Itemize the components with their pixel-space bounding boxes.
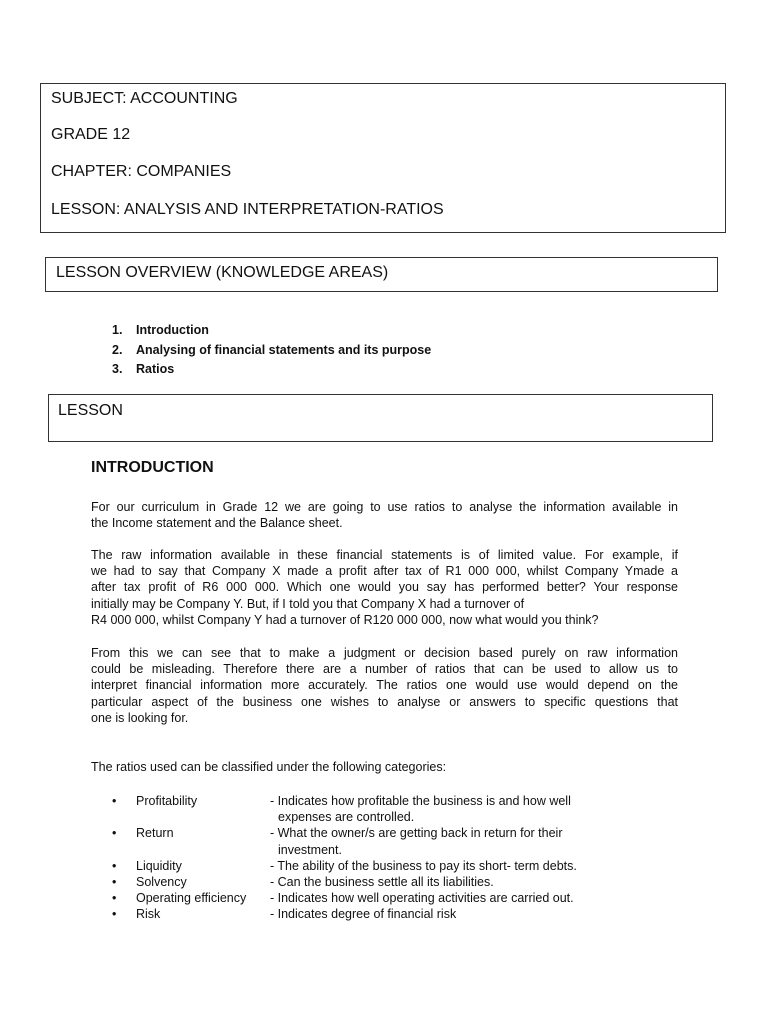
list-text: Ratios: [136, 362, 175, 376]
overview-title: LESSON OVERVIEW (KNOWLEDGE AREAS): [56, 264, 389, 281]
intro-paragraph-2: [91, 547, 678, 628]
header-box: [40, 83, 726, 233]
paragraph-line: interpret financial information more accurately. The ratios one would use would depend on the: [91, 678, 678, 693]
paragraph-line: From this we can see that to make a judgment or decision based purely on raw information: [91, 646, 678, 660]
paragraph-line: For our curriculum in Grade 12 we are going to use ratios to analyse the information available in: [91, 500, 678, 514]
category-name: Operating efficiency: [136, 891, 247, 906]
category-description: - Can the business settle all its liabilities.: [270, 875, 494, 890]
list-item: [112, 858, 672, 874]
chapter-line: CHAPTER: COMPANIES: [51, 163, 232, 180]
category-description: - What the owner/s are getting back in return for their: [270, 826, 563, 841]
paragraph-line: the Income statement and the Balance sheet.: [91, 516, 343, 531]
list-number: 3.: [112, 362, 123, 376]
bullet-icon: •: [112, 875, 117, 890]
bullet-icon: •: [112, 907, 117, 922]
category-name: Risk: [136, 907, 161, 922]
categories-intro: The ratios used can be classified under the following categories:: [91, 760, 447, 774]
lesson-line: LESSON: ANALYSIS AND INTERPRETATION-RATIOS: [51, 201, 444, 218]
category-name: Liquidity: [136, 858, 182, 873]
subject-line: SUBJECT: ACCOUNTING: [51, 90, 238, 107]
grade-line: GRADE 12: [51, 126, 131, 143]
overview-box: [45, 257, 718, 292]
list-text: Analysing of financial statements and its purpose: [136, 342, 432, 357]
category-description: - Indicates degree of financial risk: [270, 907, 457, 922]
paragraph-line: we had to say that Company X made a profit after tax of R1 000 000, whilst Company Ymade a: [91, 564, 678, 579]
bullet-icon: •: [112, 891, 117, 906]
category-name: Return: [136, 826, 174, 841]
paragraph-line: could be misleading. Therefore there are a number of ratios that can be used to allow us to: [91, 662, 678, 677]
paragraph-line: initially may be Company Y. But, if I told you that Company X had a turnover of: [91, 596, 525, 611]
bullet-icon: •: [112, 858, 117, 873]
paragraph-line: one is looking for.: [91, 710, 189, 725]
category-description: - Indicates how well operating activities are carried out.: [270, 891, 574, 906]
list-item: [112, 793, 672, 825]
paragraph-line: The raw information available in these financial statements is of limited value. For example, if: [91, 548, 678, 562]
list-item: [112, 906, 672, 922]
category-description: - The ability of the business to pay its short- term debts.: [270, 858, 577, 873]
intro-paragraph-1: [91, 499, 678, 531]
bullet-icon: •: [112, 794, 117, 808]
list-text: Introduction: [136, 323, 209, 337]
list-number: 2.: [112, 342, 123, 357]
category-name: Solvency: [136, 875, 187, 890]
categories-list: [112, 793, 672, 923]
category-description: - Indicates how profitable the business is and how well: [270, 794, 571, 808]
lesson-box-title: LESSON: [58, 402, 123, 419]
category-description-continued: investment.: [278, 842, 342, 857]
paragraph-line: particular aspect of the business one wishes to analyse or answers to specific questions that: [91, 694, 678, 709]
category-name: Profitability: [136, 794, 198, 808]
list-item: [112, 890, 672, 906]
bullet-icon: •: [112, 826, 117, 841]
category-description-continued: expenses are controlled.: [278, 810, 415, 825]
intro-paragraph-3: [91, 645, 678, 726]
list-number: 1.: [112, 323, 123, 337]
list-item: [112, 874, 672, 890]
paragraph-line: after tax profit of R6 000 000. Which one would you say has performed better? Your response: [91, 580, 678, 595]
paragraph-line: R4 000 000, whilst Company Y had a turnover of R120 000 000, now what would you think?: [91, 612, 599, 627]
list-item: [112, 825, 672, 857]
lesson-box: [48, 394, 713, 442]
introduction-heading: INTRODUCTION: [91, 459, 214, 476]
